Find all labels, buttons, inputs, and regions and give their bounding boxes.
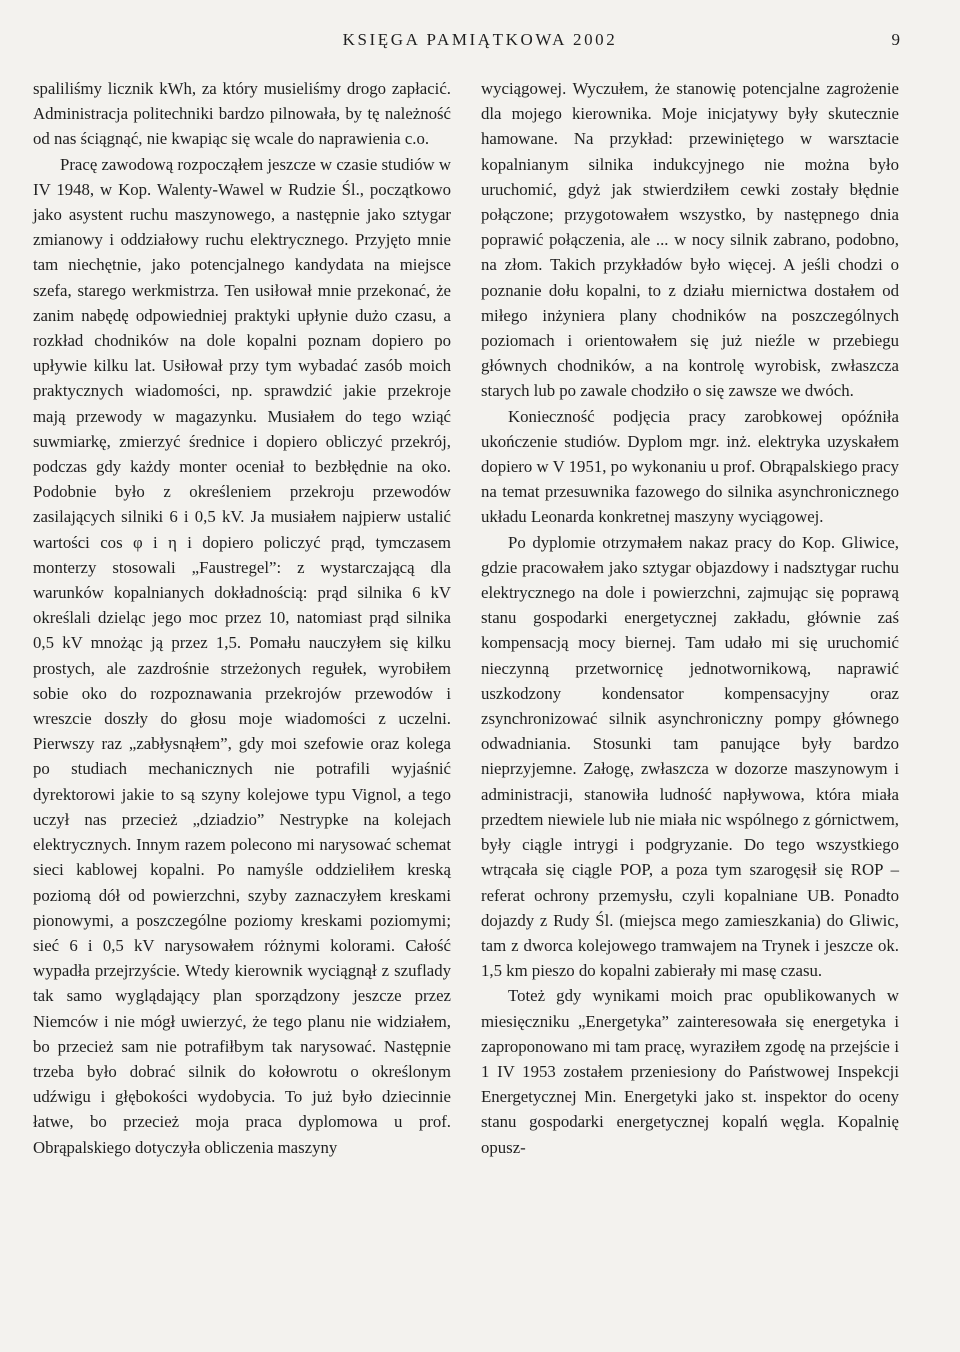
right-column bbox=[481, 76, 899, 1160]
page-header bbox=[0, 30, 960, 52]
paragraph: Toteż gdy wynikami moich prac opublikowanych w miesięczniku „Energetyka” zainteresowała się energetyka i zaproponowano mi tam pracę, wyraziłem zgodę na przejście i 1 IV 1953 zostałem przeniesiony do Państwowej Inspekcji Energetycznej Min. Energetyki jako st. inspektor do oceny stanu gospodarki energetycznej kopalń węgla. Kopalnię opusz- bbox=[481, 986, 899, 1157]
paragraph: Pracę zawodową rozpocząłem jeszcze w czasie studiów w IV 1948, w Kop. Walenty-Wawel w Rudzie Śl., początkowo jako asystent ruchu maszynowego, a następnie jako sztygar zmianowy i oddziałowy ruchu elektrycznego. Przyjęto mnie tam niechętnie, jako potencjalnego kandydata na miejsce szefa, starego werkmistrza. Ten usiłował mnie przekonać, że zanim nabędę odpowiedniej praktyki upłynie dużo czasu, a rozkład chodników na dole kopalni poznam dopiero po upływie kilku lat. Usiłował przy tym wybadać zasób moich praktycznych wiadomości, np. sprawdzić jakie przekroje mają przewody w magazynku. Musiałem do tego wziąć suwmiarkę, zmierzyć średnice i dopiero obliczyć przekrój, podczas gdy każdy monter oceniał to bezbłędnie na oko. Podobnie było z określeniem przekroju przewodów zasilających silniki 6 i 0,5 kV. Ja musiałem najpierw ustalić wartości cos φ i η i dopiero policzyć prąd, tymczasem monterzy stosowali „Faustregel”: z wystarczającą dla warunków kopalnianych dokładnością: prąd silnika 6 kV określali dzieląc jego moc przez 10, natomiast prąd silnika 0,5 kV mnożąc ją przez 1,5. Pomału nauczyłem się kilku prostych, ale zazdrośnie strzeżonych regułek, wyrobiłem sobie oko do rozpoznawania przekrojów przewodów i wreszcie doszły do głosu moje wiadomości z uczelni. Pierwszy raz „zabłysnąłem”, gdy moi szefowie oraz kolega po studiach mechanicznych nie potrafili wyjaśnić dyrektorowi jakie to są szyny kolejowe typu Vignol, a tego uczył nas przecież „dziadzio” Nestrypke na kolejach elektrycznych. Innym razem polecono mi narysować schemat sieci kablowej kopalni. Po namyśle oddzieliłem kreską poziomą dół od powierzchni, szyby zaznaczyłem kreskami pionowymi, a poszczególne poziomy kreskami poziomymi; sieć 6 i 0,5 kV narysowałem różnymi kolorami. Całość wypadła przejrzyście. Wtedy kierownik wyciągnął z szuflady tak samo wyglądający plan sporządzony jeszcze przez Niemców i nie mógł uwierzyć, że tego planu nie widziałem, bo przecież sam nie potrafiłbym tak narysować. Następnie trzeba było dobrać silnik do kołowrotu o określonym udźwigu i głębokości wydobycia. To już było dziecinnie łatwe, bo przecież moja praca dyplomowa u prof. Obrąpalskiego dotyczyła obliczenia maszyny bbox=[33, 154, 451, 1157]
paragraph: wyciągowej. Wyczułem, że stanowię potencjalne zagrożenie dla mojego kierownika. Moje inicjatywy były skutecznie hamowane. Na przykład: przewiniętego w warsztacie kopalnianym silnika indukcyjnego nie można było uruchomić, gdyż jak stwierdziłem cewki zostały błędnie połączone; przygotowałem wszystko, by następnego dnia poprawić połączenia, ale ... w nocy silnik zabrano, podobno, na złom. Takich przykładów było więcej. A jeśli chodzi o poznanie dołu kopalni, to z działu miernictwa dostałem od miłego inżyniera plany chodników na poszczególnych poziomach i orientowałem się już nieźle w przebiegu głównych chodników, a na kontrolę wyrobisk, zwłaszcza starych lub po zawale chodziło o się zawsze we dwóch. bbox=[481, 79, 899, 401]
paragraph: Konieczność podjęcia pracy zarobkowej opóźniła ukończenie studiów. Dyplom mgr. inż. elektryka uzyskałem dopiero w V 1951, po wykonaniu u prof. Obrąpalskiego pracy na temat przesuwnika fazowego do silnika asynchronicznego układu Leonarda konkretnej maszyny wyciągowej. bbox=[481, 406, 899, 527]
left-column bbox=[33, 76, 451, 1160]
paragraph: Po dyplomie otrzymałem nakaz pracy do Kop. Gliwice, gdzie pracowałem jako sztygar objazdowy i nadsztygar ruchu elektrycznego na dole i powierzchni, zajmując się poprawą stanu gospodarki energetycznej zakładu, głównie zaś kompensacją mocy biernej. Tam udało mi się uruchomić nieczynną przetwornicę jednotwornikową, naprawić uszkodzony kondensator kompensacyjny oraz zsynchronizować silnik asynchroniczny pompy głównego odwadniania. Stosunki tam panujące były bardzo nieprzyjemne. Załogę, zwłaszcza w dozorze maszynowym i administracji, stanowiła ludność napływowa, która miała przedtem niewiele lub nie miała nic wspólnego z górnictwem, były ciągle intrygi i podgryzanie. Do tego wszystkiego wtrącała się ciągle POP, a poza tym szarogęsił się ROP – referat ochrony przemysłu, czyli kopalniane UB. Ponadto dojazdy z Rudy Śl. (miejsca mego zamieszkania) do Gliwic, tam z dworca kolejowego tramwajem na Trynek i jeszcze ok. 1,5 km pieszo do kopalni zabierały mi masę czasu. bbox=[481, 532, 899, 981]
running-title: KSIĘGA PAMIĄTKOWA 2002 bbox=[342, 30, 618, 49]
paragraph: spaliliśmy licznik kWh, za który musieliśmy drogo zapłacić. Administracja politechniki bardzo pilnowała, by tę należność od nas ściągnąć, nie kwapiąc się wcale do naprawienia c.o. bbox=[33, 79, 451, 149]
page-number: 9 bbox=[891, 30, 900, 49]
